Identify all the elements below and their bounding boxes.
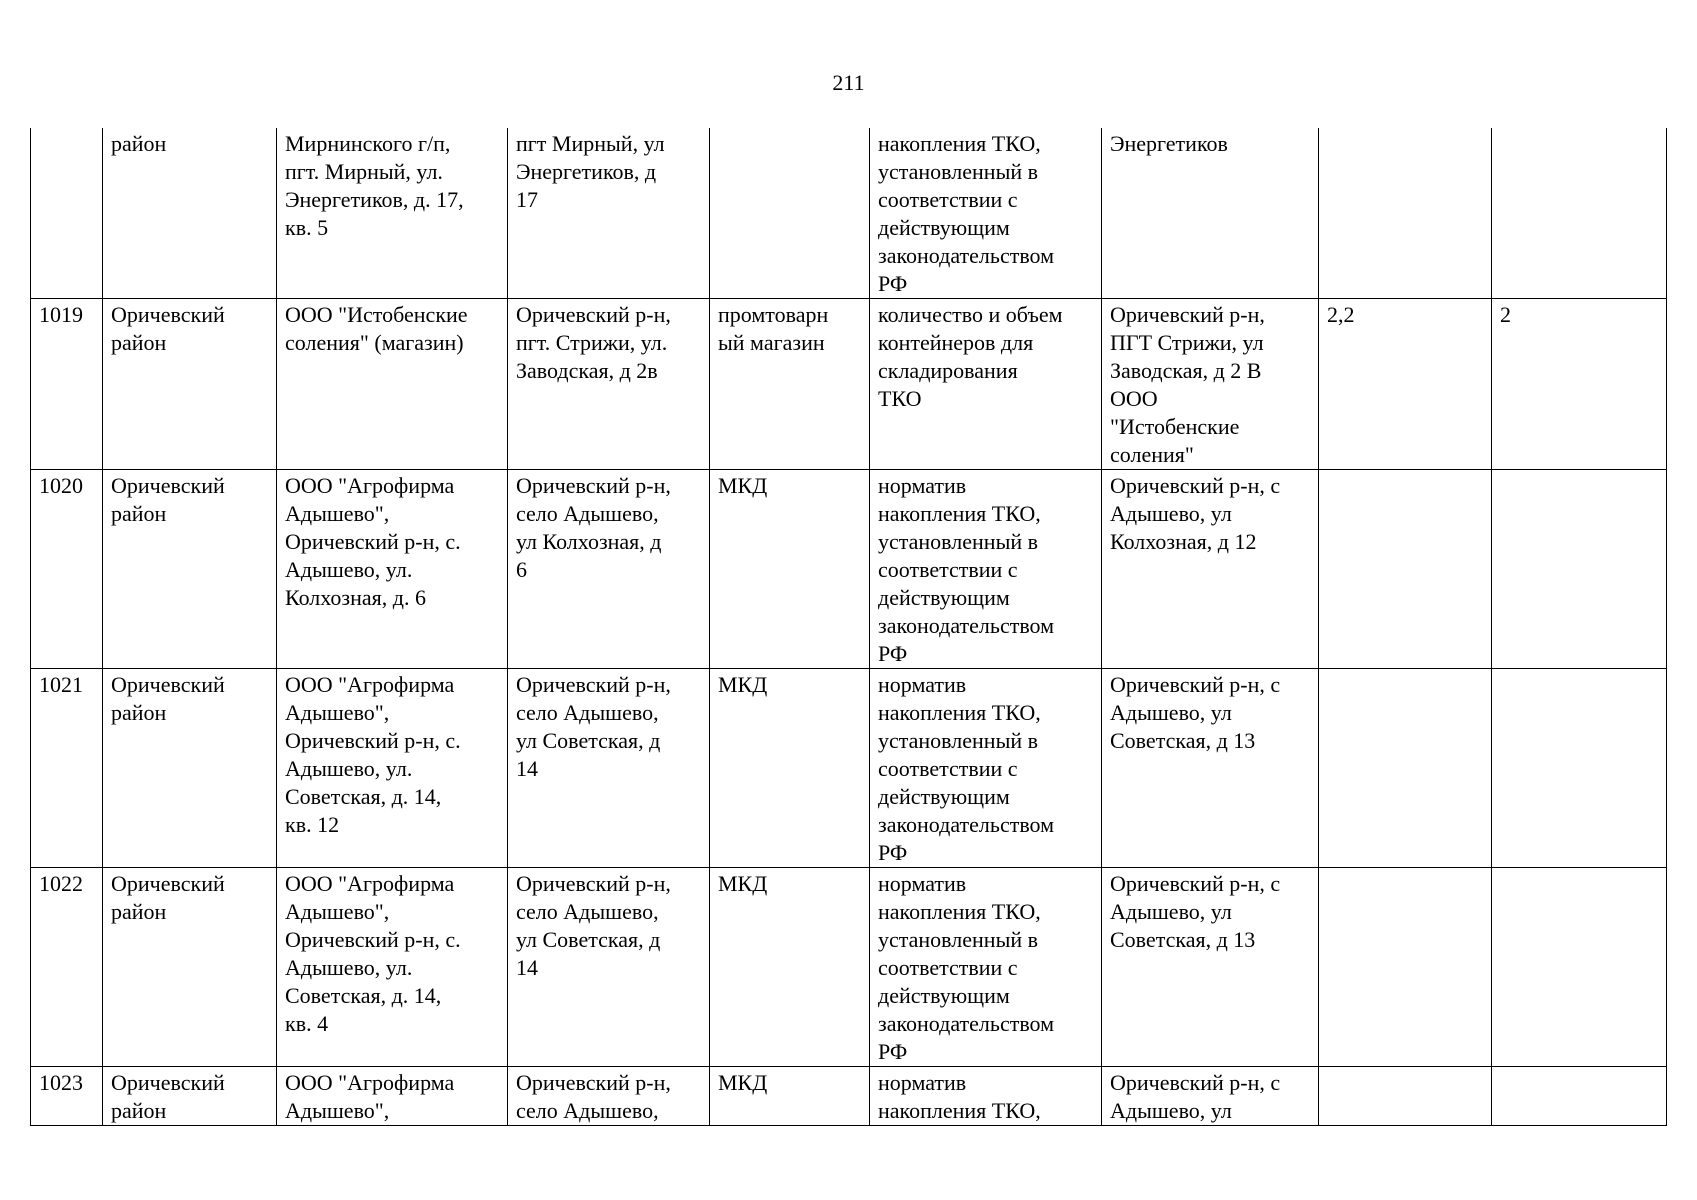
cell-text-line: Адышево, ул [1110, 700, 1232, 725]
cell-text-line: ПГТ Стрижи, ул [1110, 330, 1264, 355]
cell-text-line: Оричевский [111, 473, 225, 498]
cell-text-line: законодательством [878, 613, 1055, 638]
cell-text-line: Оричевский р-н, [516, 1070, 671, 1095]
cell-text-line: Мирнинского г/п, [285, 131, 451, 156]
cell-object-type [710, 299, 870, 470]
cell-text-line: Адышево, ул. [285, 756, 413, 781]
cell-object-type [710, 1067, 870, 1126]
cell-container-site [1102, 470, 1319, 669]
cell-accumulation-norm [870, 128, 1102, 299]
cell-text-line: 2,2 [1327, 302, 1355, 327]
cell-text-line: складирования [878, 358, 1018, 383]
cell-text-line: 2 [1500, 302, 1511, 327]
cell-text-line: действующим [878, 215, 1010, 240]
cell-text-line: 6 [516, 557, 527, 582]
cell-text-line: МКД [718, 1070, 768, 1095]
cell-text-line: Энергетиков, д [516, 159, 657, 184]
cell-text-line: район [111, 330, 167, 355]
cell-text-line: пгт Мирный, ул [516, 131, 665, 156]
cell-text-line: ООО "Агрофирма [285, 871, 455, 896]
table-body [31, 128, 1667, 1126]
cell-text-line: Оричевский р-н, с [1110, 473, 1281, 498]
cell-text-line: Советская, д 13 [1110, 728, 1256, 753]
cell-text-line: район [111, 700, 167, 725]
cell-accumulation-norm [870, 1067, 1102, 1126]
cell-text-line: действующим [878, 585, 1010, 610]
cell-object-type [710, 470, 870, 669]
cell-text-line: ТКО [878, 386, 922, 411]
cell-text-line: действующим [878, 784, 1010, 809]
cell-text-line: Адышево", [285, 899, 390, 924]
cell-text-line: Оричевский р-н, [516, 871, 671, 896]
cell-text-line: Советская, д. 14, [285, 983, 442, 1008]
cell-text-line: соления" (магазин) [285, 330, 464, 355]
cell-text-line: район [111, 899, 167, 924]
cell-text-line: Оричевский [111, 871, 225, 896]
cell-text-line: Оричевский р-н, [516, 473, 671, 498]
cell-number [31, 470, 103, 669]
cell-text-line: норматив [878, 672, 967, 697]
cell-text-line: район [111, 1098, 167, 1123]
cell-text-line: РФ [878, 840, 908, 865]
cell-container-count [1492, 669, 1667, 868]
cell-object-type [710, 868, 870, 1067]
cell-container-volume [1319, 128, 1492, 299]
cell-text-line: соления" [1110, 442, 1194, 467]
cell-text-line: Адышево", [285, 1098, 390, 1123]
cell-text-line: Энергетиков [1110, 131, 1228, 156]
cell-text-line: Оричевский р-н, с. [285, 529, 461, 554]
cell-text-line: соответствии с [878, 955, 1018, 980]
cell-text-line: Оричевский р-н, с [1110, 672, 1281, 697]
cell-text-line: Адышево, ул [1110, 1098, 1232, 1123]
cell-text-line: установленный в [878, 728, 1039, 753]
cell-text-line: ООО "Истобенские [285, 302, 468, 327]
cell-text-line: Адышево, ул. [285, 557, 413, 582]
cell-text-line: ул Советская, д [516, 728, 661, 753]
cell-text-line: 1022 [39, 871, 83, 896]
cell-container-count [1492, 1067, 1667, 1126]
cell-text-line: количество и объем [878, 302, 1063, 327]
cell-district [103, 868, 277, 1067]
cell-text-line: Адышево, ул [1110, 501, 1232, 526]
cell-text-line: район [111, 501, 167, 526]
cell-organization [277, 669, 508, 868]
cell-text-line: Оричевский [111, 672, 225, 697]
cell-container-volume [1319, 1067, 1492, 1126]
cell-district [103, 128, 277, 299]
cell-text-line: Заводская, д 2в [516, 358, 658, 383]
cell-text-line: установленный в [878, 927, 1039, 952]
cell-container-volume [1319, 470, 1492, 669]
cell-container-site [1102, 1067, 1319, 1126]
cell-text-line: 1023 [39, 1070, 83, 1095]
cell-organization [277, 868, 508, 1067]
cell-container-count [1492, 868, 1667, 1067]
table-row [31, 1067, 1667, 1126]
cell-text-line: село Адышево, [516, 501, 659, 526]
cell-text-line: ул Колхозная, д [516, 529, 662, 554]
cell-text-line: законодательством [878, 812, 1055, 837]
cell-container-site [1102, 868, 1319, 1067]
cell-text-line: 14 [516, 955, 538, 980]
cell-text-line: Адышево, ул [1110, 899, 1232, 924]
cell-text-line: пгт. Стрижи, ул. [516, 330, 668, 355]
cell-organization [277, 128, 508, 299]
cell-number [31, 128, 103, 299]
cell-text-line: Оричевский р-н, с. [285, 728, 461, 753]
waste-sites-table [30, 128, 1667, 1126]
cell-text-line: накопления ТКО, [878, 700, 1041, 725]
cell-text-line: законодательством [878, 243, 1055, 268]
cell-number [31, 1067, 103, 1126]
page-number: 211 [832, 70, 865, 95]
cell-text-line: установленный в [878, 529, 1039, 554]
cell-text-line: Оричевский р-н, с. [285, 927, 461, 952]
cell-address [508, 299, 710, 470]
cell-text-line: Советская, д. 14, [285, 784, 442, 809]
cell-text-line: Адышево", [285, 501, 390, 526]
cell-text-line: Заводская, д 2 В [1110, 358, 1262, 383]
cell-object-type [710, 669, 870, 868]
cell-text-line: МКД [718, 473, 768, 498]
cell-text-line: законодательством [878, 1011, 1055, 1036]
cell-text-line: Оричевский [111, 302, 225, 327]
cell-text-line: Оричевский р-н, [1110, 302, 1265, 327]
cell-district [103, 669, 277, 868]
cell-text-line: соответствии с [878, 557, 1018, 582]
cell-text-line: ый магазин [718, 330, 825, 355]
cell-text-line: МКД [718, 672, 768, 697]
cell-number [31, 868, 103, 1067]
cell-container-site [1102, 128, 1319, 299]
cell-text-line: накопления ТКО, [878, 1098, 1041, 1123]
cell-text-line: норматив [878, 1070, 967, 1095]
cell-text-line: село Адышево, [516, 1098, 659, 1123]
cell-organization [277, 1067, 508, 1126]
cell-text-line: кв. 5 [285, 215, 329, 240]
cell-container-count [1492, 128, 1667, 299]
cell-text-line: соответствии с [878, 187, 1018, 212]
cell-text-line: установленный в [878, 159, 1039, 184]
cell-text-line: Адышево", [285, 700, 390, 725]
cell-text-line: село Адышево, [516, 899, 659, 924]
cell-text-line: 14 [516, 756, 538, 781]
cell-text-line: район [111, 131, 167, 156]
cell-text-line: накопления ТКО, [878, 899, 1041, 924]
cell-text-line: соответствии с [878, 756, 1018, 781]
cell-text-line: РФ [878, 1039, 908, 1064]
cell-text-line: кв. 12 [285, 812, 340, 837]
cell-text-line: норматив [878, 473, 967, 498]
table-row [31, 299, 1667, 470]
cell-address [508, 868, 710, 1067]
cell-text-line: промтоварн [718, 302, 829, 327]
cell-text-line: действующим [878, 983, 1010, 1008]
cell-text-line: ООО "Агрофирма [285, 1070, 455, 1095]
cell-text-line: 17 [516, 187, 538, 212]
cell-container-site [1102, 299, 1319, 470]
cell-container-count [1492, 470, 1667, 669]
cell-text-line: Оричевский р-н, [516, 672, 671, 697]
table-row [31, 470, 1667, 669]
cell-text-line: 1021 [39, 672, 83, 697]
cell-container-volume [1319, 868, 1492, 1067]
cell-text-line: норматив [878, 871, 967, 896]
cell-organization [277, 299, 508, 470]
cell-address [508, 470, 710, 669]
table-row [31, 669, 1667, 868]
cell-container-count [1492, 299, 1667, 470]
cell-text-line: ООО "Агрофирма [285, 672, 455, 697]
cell-address [508, 1067, 710, 1126]
cell-object-type [710, 128, 870, 299]
cell-text-line: Оричевский р-н, с [1110, 1070, 1281, 1095]
table-row [31, 868, 1667, 1067]
cell-text-line: 1019 [39, 302, 83, 327]
cell-text-line: село Адышево, [516, 700, 659, 725]
cell-district [103, 1067, 277, 1126]
cell-district [103, 299, 277, 470]
cell-accumulation-norm [870, 868, 1102, 1067]
cell-address [508, 669, 710, 868]
cell-text-line: Советская, д 13 [1110, 927, 1256, 952]
cell-text-line: Оричевский р-н, [516, 302, 671, 327]
cell-text-line: "Истобенские [1110, 414, 1240, 439]
cell-text-line: контейнеров для [878, 330, 1034, 355]
table-row [31, 128, 1667, 299]
cell-text-line: ул Советская, д [516, 927, 661, 952]
cell-text-line: накопления ТКО, [878, 501, 1041, 526]
cell-text-line: Колхозная, д 12 [1110, 529, 1257, 554]
cell-accumulation-norm [870, 669, 1102, 868]
cell-text-line: ООО [1110, 386, 1158, 411]
cell-text-line: Адышево, ул. [285, 955, 413, 980]
cell-container-volume [1319, 299, 1492, 470]
cell-text-line: пгт. Мирный, ул. [285, 159, 443, 184]
cell-text-line: Колхозная, д. 6 [285, 585, 426, 610]
cell-organization [277, 470, 508, 669]
cell-text-line: РФ [878, 641, 908, 666]
cell-address [508, 128, 710, 299]
cell-accumulation-norm [870, 470, 1102, 669]
cell-text-line: МКД [718, 871, 768, 896]
cell-accumulation-norm [870, 299, 1102, 470]
cell-container-site [1102, 669, 1319, 868]
cell-text-line: Оричевский [111, 1070, 225, 1095]
cell-text-line: Энергетиков, д. 17, [285, 187, 464, 212]
cell-text-line: Оричевский р-н, с [1110, 871, 1281, 896]
cell-text-line: РФ [878, 271, 908, 296]
cell-district [103, 470, 277, 669]
cell-text-line: кв. 4 [285, 1011, 329, 1036]
cell-number [31, 669, 103, 868]
cell-container-volume [1319, 669, 1492, 868]
cell-text-line: 1020 [39, 473, 83, 498]
cell-text-line: ООО "Агрофирма [285, 473, 455, 498]
cell-text-line: накопления ТКО, [878, 131, 1041, 156]
cell-number [31, 299, 103, 470]
